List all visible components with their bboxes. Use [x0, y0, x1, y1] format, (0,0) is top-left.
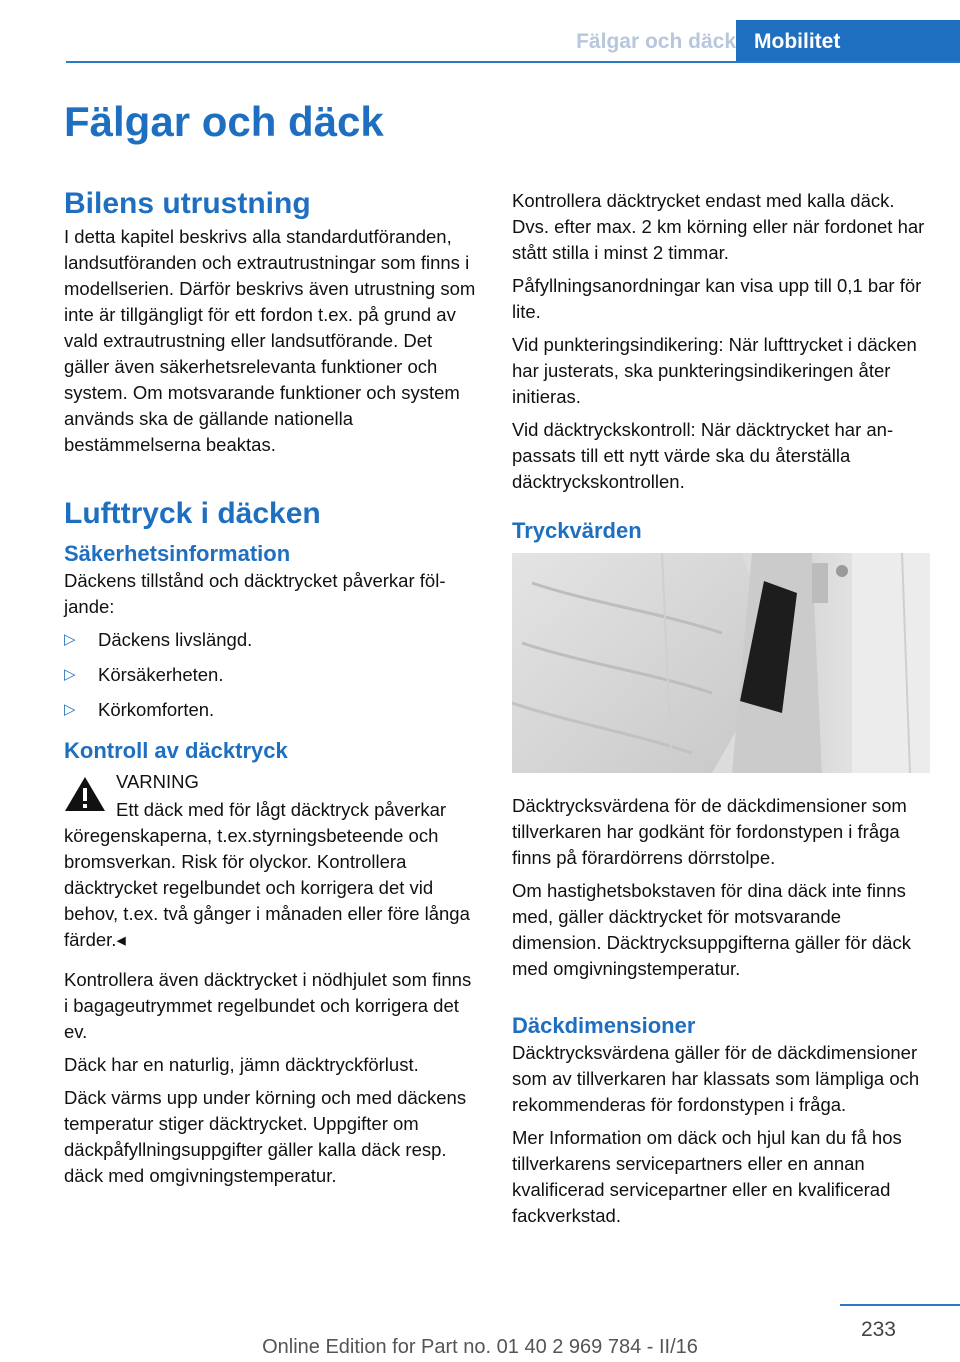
paragraph: Däck har en naturlig, jämn däcktryckförlust.	[64, 1054, 419, 1075]
safety-heading: Säkerhetsinformation	[64, 541, 291, 566]
bullet-list	[64, 627, 477, 723]
section-tab[interactable]: Fälgar och däck	[576, 30, 736, 53]
door-pillar-photo	[512, 553, 930, 773]
warning-text: Ett däck med för lågt däcktryck påverkar köregenskaperna, t.ex.styrningsbeteende och bromsverkan. Risk för olyckor. Kontrollera däcktrycket regelbundet och korrigera det vid behov, t.ex. två gånger i månaden eller före långa färder.◂	[64, 799, 470, 950]
footer-text: Online Edition for Part no. 01 40 2 969 784 - II/16	[262, 1336, 698, 1358]
paragraph: Vid däcktryckskontroll: När däcktrycket har anpassats till ett nytt värde ska du återställa däcktryckskontrollen.	[512, 419, 894, 492]
paragraph: Mer Information om däck och hjul kan du få hos tillverkarens servicepartners eller en annan kvalificerad servicepartner eller en kvalificerad fackverkstad.	[512, 1127, 902, 1226]
paragraph: Däck värms upp under körning och med däckens temperatur stiger däcktrycket. Uppgifter om däckpåfyllningsuppgifter gäller kalla däck resp. däck med omgivningstemperatur.	[64, 1087, 467, 1186]
paragraph: Vid punkteringsindikering: När lufttrycket i däcken har justerats, ska punkteringsindikeringen åter initieras.	[512, 334, 917, 407]
left-column	[64, 186, 477, 1196]
chapter-tab[interactable]: Mobilitet	[736, 20, 960, 62]
safety-intro: Däckens tillstånd och däcktrycket påverkar följande:	[64, 570, 446, 617]
page-number: 233	[860, 1318, 896, 1341]
bullet-arrow-icon: ▷	[64, 701, 76, 718]
paragraph: Kontrollera däcktrycket endast med kalla däck. Dvs. efter max. 2 km körning eller när fordonet har stått stilla i minst 2 timmar.	[512, 190, 925, 263]
warning-title: VARNING	[116, 771, 199, 792]
paragraph: Kontrollera även däcktrycket i nödhjulet som finns i bagageutrymmet regelbundet och korrigera det ev.	[64, 969, 472, 1042]
warning-block	[64, 769, 477, 953]
bullet-arrow-icon: ▷	[64, 631, 76, 648]
list-item: ▷ Körkomforten.	[64, 697, 477, 723]
list-item: ▷ Körsäkerheten.	[64, 662, 477, 688]
paragraph: Däcktrycksvärdena för de däckdimensioner som tillverkaren har godkänt för fordonstypen i fråga finns på förardörrens dörrstolpe.	[512, 795, 907, 868]
values-heading: Tryckvärden	[512, 518, 642, 543]
footer-rule	[840, 1304, 960, 1306]
paragraph: Påfyllningsanordningar kan visa upp till 0,1 bar för lite.	[512, 275, 922, 322]
check-heading: Kontroll av däcktryck	[64, 738, 288, 763]
equipment-heading: Bilens utrustning	[64, 187, 311, 220]
equipment-text: I detta kapitel beskrivs alla standardutföranden, landsutföranden och extrautrustningar som finns i modellserien. Därför beskrivs även utrustning som inte är tillgängligt för ett fordon t.ex. på grund av vald extrautrustning eller landsutförande. Det gäller även säkerhetsrelevanta funktioner och system. Om motsvarande funktioner och system används ska de gällande nationella bestämmelserna beaktas.	[64, 226, 476, 455]
right-column	[512, 188, 930, 1236]
page-header	[0, 0, 960, 62]
bullet-arrow-icon: ▷	[64, 666, 76, 683]
dimensions-heading: Däckdimensioner	[512, 1013, 696, 1038]
paragraph: Däcktrycksvärdena gäller för de däckdimensioner som av tillverkaren har klassats som lämpliga och rekommenderas för fordonstypen i fråga.	[512, 1042, 920, 1115]
paragraph: Om hastighetsbokstaven för dina däck inte finns med, gäller däcktrycket för motsvarande dimension. Däcktrycksuppgifterna gäller för däck med omgivningstemperatur.	[512, 880, 911, 979]
page-title: Fälgar och däck	[64, 98, 384, 145]
warning-triangle-icon	[64, 775, 106, 813]
header-rule	[66, 61, 960, 63]
pressure-heading: Lufttryck i däcken	[64, 497, 321, 530]
list-item: ▷ Däckens livslängd.	[64, 627, 477, 653]
